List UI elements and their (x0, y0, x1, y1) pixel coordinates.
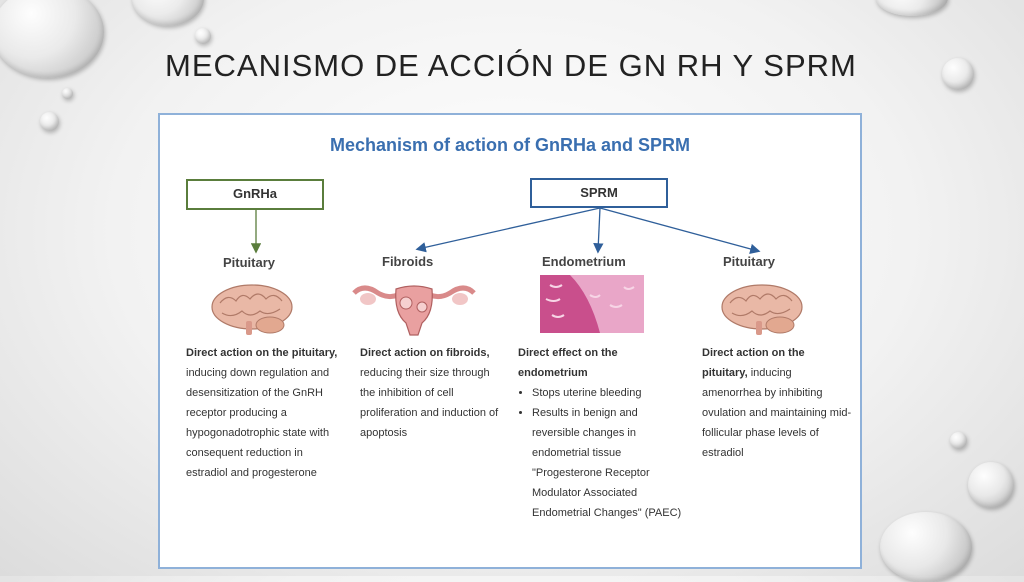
sprm-pituitary-arrow (600, 208, 758, 251)
gnrha-box: GnRHa (186, 179, 324, 210)
description-fibroids (360, 343, 506, 443)
sprm-box: SPRM (530, 178, 668, 208)
sprm-fibroids-arrow (418, 208, 600, 249)
water-drop-decoration (880, 512, 972, 582)
list-item: • Results in benign and reversible changes in endometrial tissue "Progesterone Receptor Modulator Associated Endometrial Changes" (PAEC) (532, 403, 688, 523)
description-sprm-pituitary (702, 343, 852, 463)
mechanism-figure (158, 113, 862, 569)
water-drop-decoration (942, 58, 974, 90)
description-lead: Direct action on the pituitary, (702, 347, 805, 379)
water-drop-decoration (132, 0, 204, 26)
target-label-endometrium: Endometrium (542, 254, 626, 269)
description-lead: Direct action on the pituitary, (186, 347, 338, 359)
uterus-icon (350, 277, 478, 337)
water-drop-decoration (195, 28, 211, 44)
target-label-fibroids: Fibroids (382, 254, 434, 269)
list-item: • Stops uterine bleeding (532, 383, 688, 403)
endometrium-bullets (518, 383, 688, 523)
description-lead: Direct effect on the endometrium (518, 347, 618, 379)
water-drop-decoration (950, 432, 967, 449)
description-gnrha-pituitary (186, 343, 342, 483)
description-text: inducing down regulation and desensitization of the GnRH receptor producing a hypogonadotrophic state with consequent reduction in estradiol and progesterone (186, 367, 330, 479)
target-label-sprm-pituitary: Pituitary (723, 254, 776, 269)
water-drop-decoration (40, 112, 59, 131)
slide-title: MECANISMO DE ACCIÓN DE GN RH Y SPRM (165, 48, 857, 83)
description-endometrium (518, 343, 688, 523)
description-text: reducing their size through the inhibition of cell proliferation and induction of apoptosis (360, 367, 499, 439)
description-text: inducing amenorrhea by inhibiting ovulation and maintaining mid-follicular phase levels of estradiol (702, 367, 852, 459)
sprm-endometrium-arrow (598, 208, 600, 251)
brain-icon (208, 281, 296, 337)
figure-title: Mechanism of action of GnRHa and SPRM (329, 135, 691, 155)
water-drop-decoration (62, 88, 73, 99)
water-drop-decoration (968, 462, 1014, 508)
brain-icon (718, 281, 806, 337)
endometrium-tissue-icon (540, 275, 644, 333)
target-label-gnrha-pituitary: Pituitary (223, 255, 276, 270)
water-drop-decoration (876, 0, 948, 16)
description-lead: Direct action on fibroids, (360, 347, 490, 359)
water-drop-decoration (0, 0, 104, 78)
